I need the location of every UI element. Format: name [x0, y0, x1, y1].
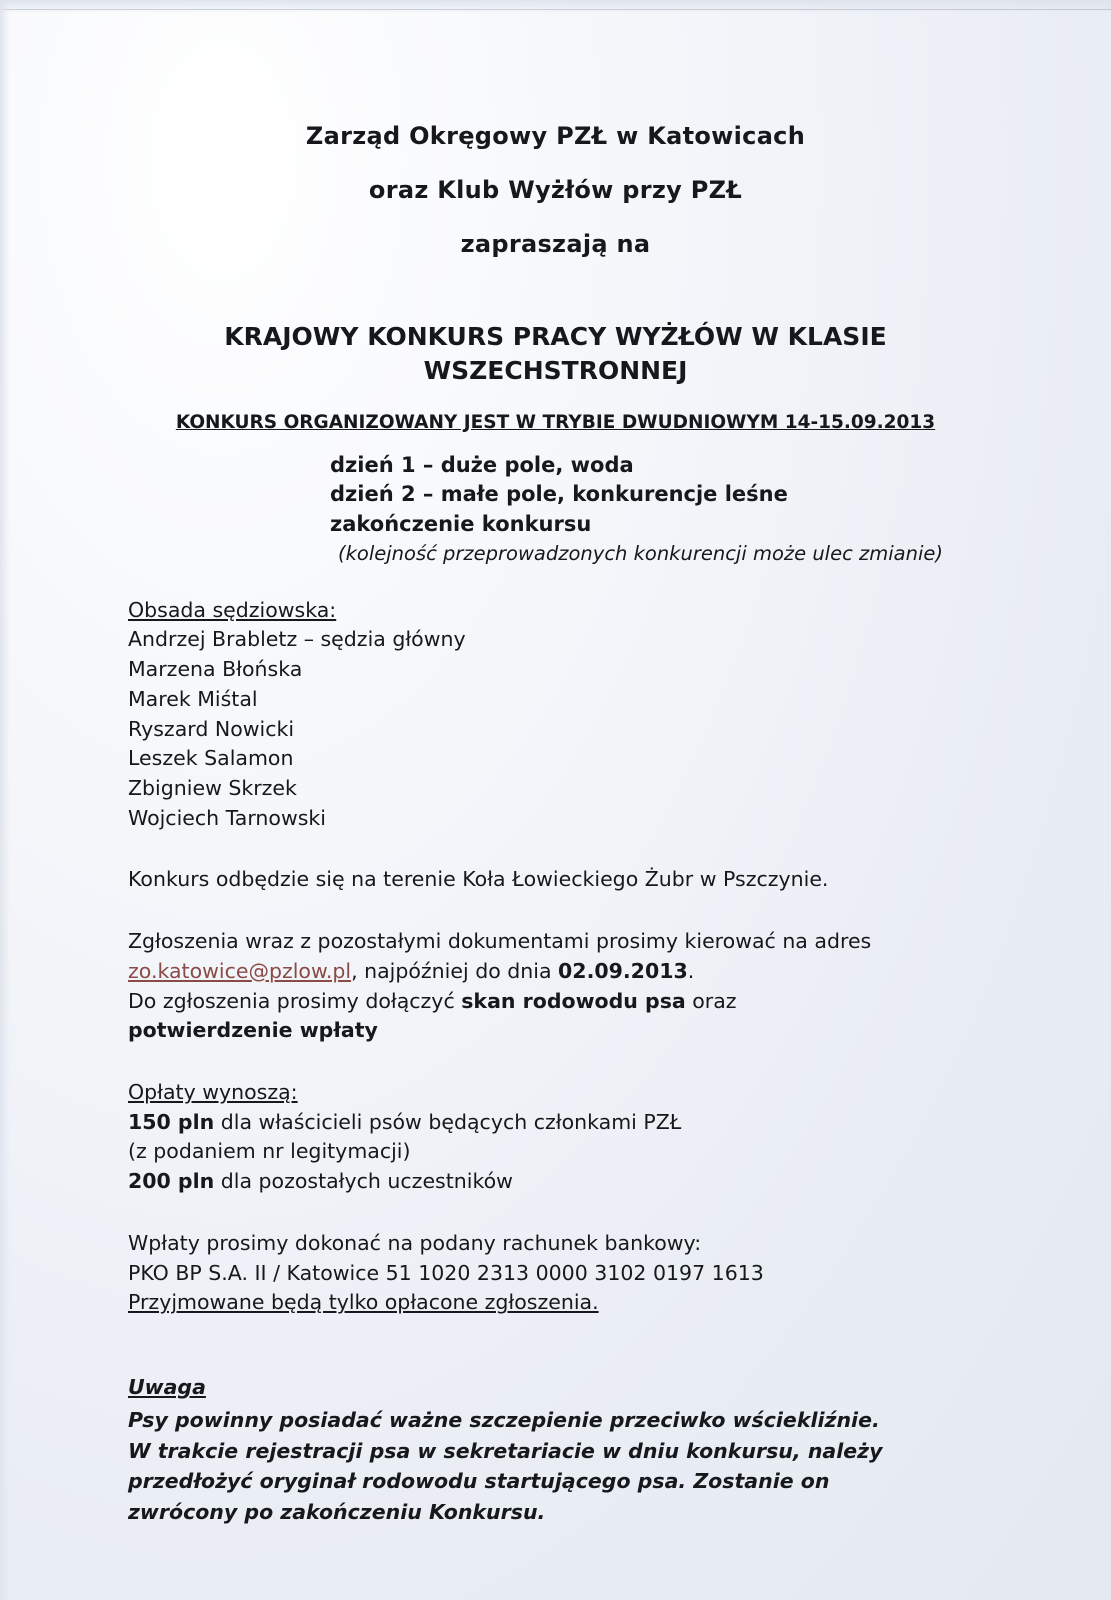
header-line-1: Zarząd Okręgowy PZŁ w Katowicach — [305, 122, 806, 150]
document-subtitle: KONKURS ORGANIZOWANY JEST W TRYBIE DWUDNIOWYM 14-15.09.2013 — [175, 411, 936, 433]
registration-section — [128, 927, 1001, 1046]
fee-2-text: dla pozostałych uczestników — [214, 1169, 513, 1194]
registration-line-3 — [128, 987, 1001, 1017]
judge-name: Marek Miśtal — [128, 686, 258, 711]
payment-account-number: PKO BP S.A. II / Katowice 51 1020 2313 0000 3102 0197 1613 — [128, 1260, 764, 1285]
schedule-block — [0, 451, 1111, 568]
schedule-day-3: zakończenie konkursu — [330, 512, 592, 537]
location-text: Konkurs odbędzie się na terenie Koła Łowieckiego Żubr w Pszczynie. — [128, 867, 829, 892]
judge-name: Wojciech Tarnowski — [128, 805, 326, 830]
fees-heading: Opłaty wynoszą: — [128, 1079, 298, 1104]
judge-name: Zbigniew Skrzek — [128, 775, 297, 800]
attachment-bold: skan rodowodu psa — [461, 988, 686, 1013]
notice-line-2: W trakcie rejestracji psa w sekretariacie w dniu konkursu, należy — [128, 1438, 883, 1463]
schedule-day-1: dzień 1 – duże pole, woda — [330, 452, 634, 477]
notice-line-1: Psy powinny posiadać ważne szczepienie przeciwko wściekliźnie. — [128, 1407, 880, 1432]
page-title: KRAJOWY KONKURS PRACY WYŻŁÓW W KLASIE WSZECHSTRONNEJ — [224, 322, 887, 385]
payment-line-1: Wpłaty prosimy dokonać na podany rachunek bankowy: — [128, 1230, 702, 1255]
judge-name: Ryszard Nowicki — [128, 716, 295, 741]
fee-1-amount: 150 pln — [128, 1109, 215, 1134]
deadline-date: 02.09.2013 — [558, 958, 688, 983]
notice-heading: Uwaga — [128, 1375, 206, 1399]
judges-section — [128, 596, 1001, 834]
notice-section — [128, 1372, 1001, 1528]
notice-line-4: zwrócony po zakończeniu Konkursu. — [128, 1500, 546, 1524]
fees-section — [128, 1078, 1001, 1197]
attachment-prefix: Do zgłoszenia prosimy dołączyć — [128, 988, 462, 1013]
fee-row-2 — [128, 1167, 1001, 1197]
fee-1-text: dla właścicieli psów będących członkami PZŁ — [214, 1109, 682, 1134]
header-line-3: zapraszają na — [460, 230, 651, 258]
document-body — [0, 596, 1111, 1528]
judges-heading: Obsada sędziowska: — [128, 597, 337, 622]
schedule-note: (kolejność przeprowadzonych konkurencji może ulec zmianie) — [338, 541, 943, 565]
header-line-2: oraz Klub Wyżłów przy PZŁ — [368, 176, 743, 204]
payment-line-3: Przyjmowane będą tylko opłacone zgłoszenia. — [128, 1290, 599, 1315]
judge-name: Andrzej Brabletz – sędzia główny — [128, 627, 466, 652]
notice-line-3: przedłożyć oryginał rodowodu startującego psa. Zostanie on — [128, 1469, 830, 1494]
deadline-prefix: , najpóźniej do dnia — [351, 958, 559, 983]
email-link[interactable]: zo.katowice@pzlow.pl — [128, 958, 352, 983]
payment-section — [128, 1229, 1001, 1318]
fee-1-note: (z podaniem nr legitymacji) — [128, 1139, 411, 1164]
deadline-suffix: . — [687, 958, 695, 983]
registration-line-1: Zgłoszenia wraz z pozostałymi dokumentami prosimy kierować na adres — [128, 929, 872, 954]
schedule-day-2: dzień 2 – małe pole, konkurencje leśne — [330, 482, 788, 507]
judge-name: Leszek Salamon — [128, 746, 294, 771]
header-block — [0, 122, 1111, 258]
registration-line-4: potwierdzenie wpłaty — [128, 1018, 378, 1043]
attachment-suffix: oraz — [685, 988, 737, 1013]
fee-2-amount: 200 pln — [128, 1169, 215, 1194]
fee-row-1 — [128, 1108, 1001, 1138]
judge-name: Marzena Błońska — [128, 657, 303, 682]
registration-line-2 — [128, 957, 1001, 987]
